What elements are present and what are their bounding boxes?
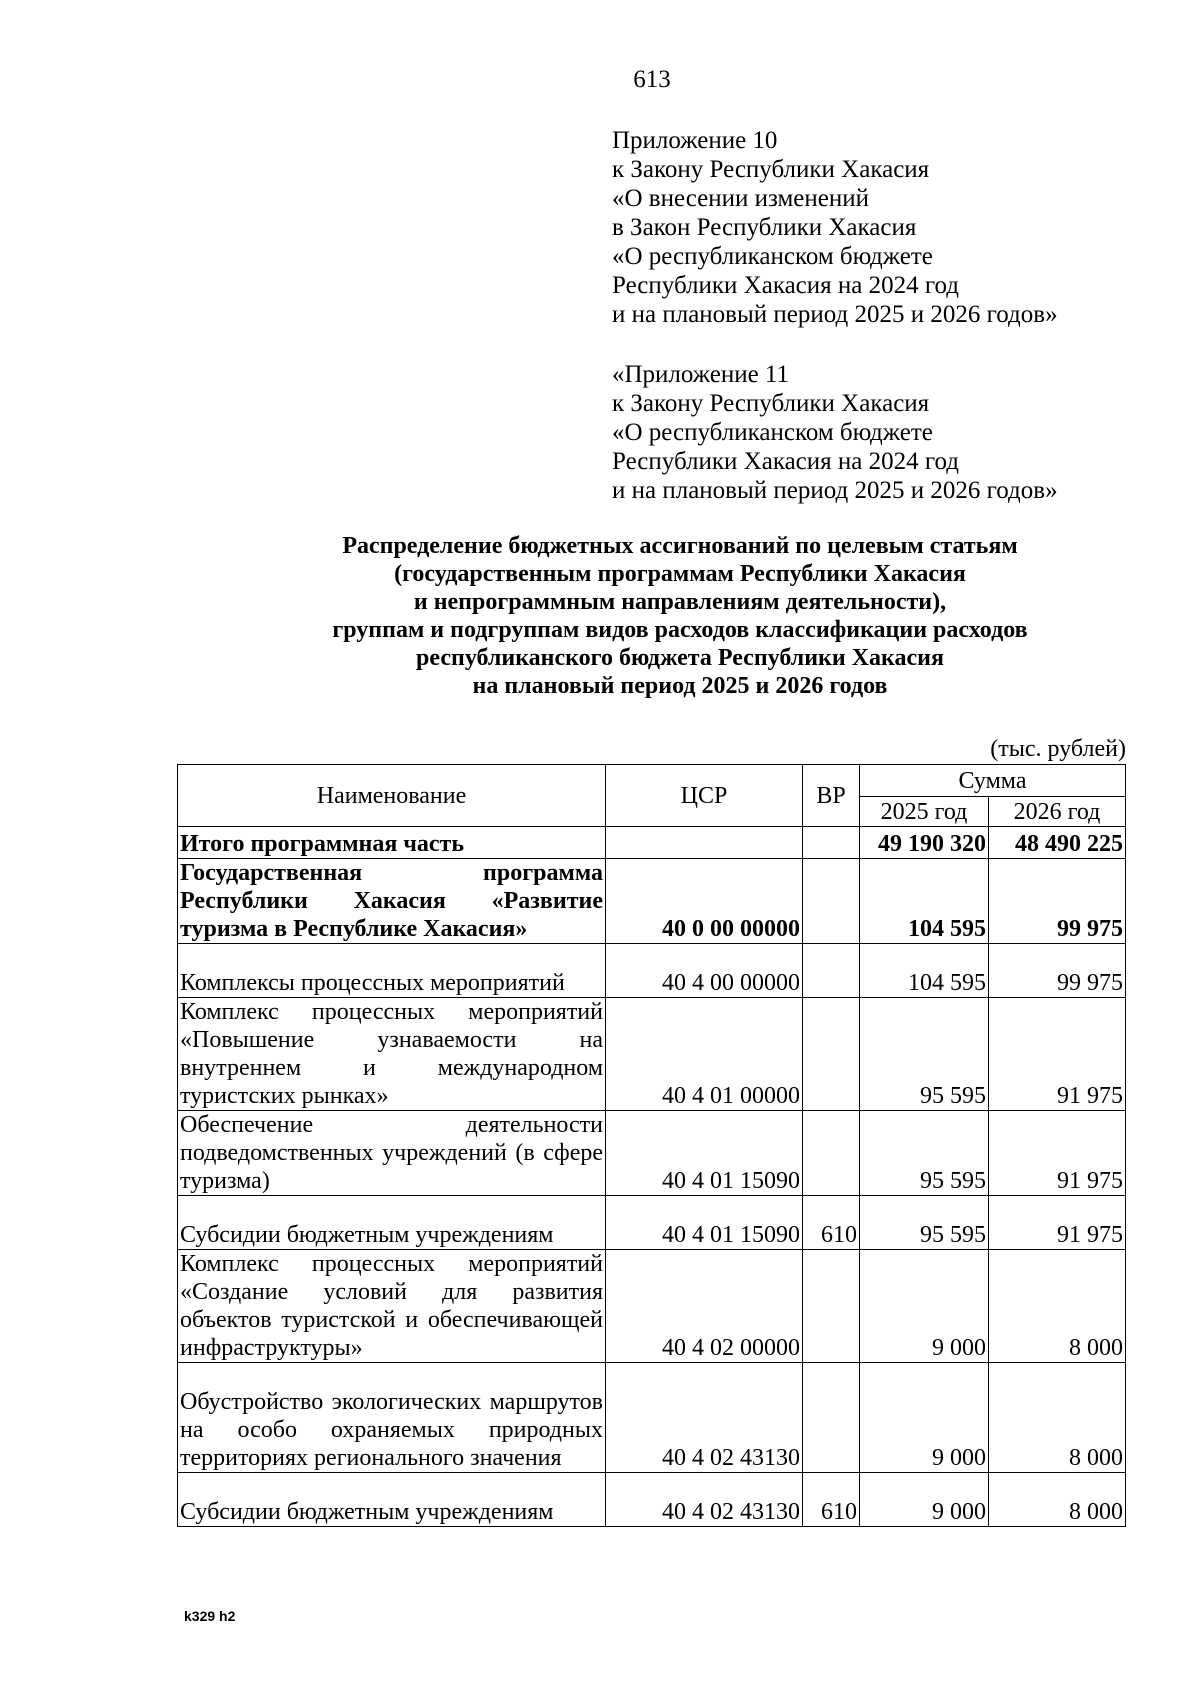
table-row bbox=[178, 1111, 1126, 1196]
row-2025-cell: 95 595 bbox=[860, 1111, 989, 1196]
row-vr-cell bbox=[803, 944, 860, 998]
row-vr-cell bbox=[803, 859, 860, 944]
appendix-11-line: к Закону Республики Хакасия bbox=[612, 390, 930, 417]
row-name-cell: Комплекс процессных мероприятий «Повышение узнаваемости на внутреннем и международном туристских рынках» bbox=[178, 998, 606, 1111]
row-2026-cell: 99 975 bbox=[989, 859, 1126, 944]
appendix-10-block bbox=[612, 126, 1058, 329]
row-vr-cell bbox=[803, 1363, 860, 1473]
row-name-cell: Комплексы процессных мероприятий bbox=[178, 944, 606, 998]
table-row bbox=[178, 859, 1126, 944]
table-row bbox=[178, 827, 1126, 859]
row-csr-cell: 40 4 02 43130 bbox=[606, 1363, 803, 1473]
row-2026-cell: 8 000 bbox=[989, 1250, 1126, 1363]
appendix-10-line: «О внесении изменений bbox=[612, 185, 870, 212]
appendix-10-line: «О республиканском бюджете bbox=[612, 243, 933, 270]
row-vr-cell: 610 bbox=[803, 1196, 860, 1250]
table-row bbox=[178, 1473, 1126, 1527]
row-name-cell: Субсидии бюджетным учреждениям bbox=[178, 1473, 606, 1527]
row-2025-cell: 95 595 bbox=[860, 1196, 989, 1250]
appendix-11-line: Республики Хакасия на 2024 год bbox=[612, 448, 960, 475]
row-2026-cell: 91 975 bbox=[989, 1111, 1126, 1196]
footer-code: k329 h2 bbox=[184, 1608, 236, 1624]
row-csr-cell: 40 0 00 00000 bbox=[606, 859, 803, 944]
header-csr: ЦСР bbox=[606, 765, 803, 827]
header-vr: ВР bbox=[803, 765, 860, 827]
page-number: 613 bbox=[633, 66, 671, 93]
budget-table bbox=[177, 764, 1126, 1527]
row-2026-cell: 91 975 bbox=[989, 998, 1126, 1111]
row-name-cell: Государственная программа Республики Хакасия «Развитие туризма в Республике Хакасия» bbox=[178, 859, 606, 944]
row-name-cell: Комплекс процессных мероприятий «Создание условий для развития объектов туристской и обеспечивающей инфраструктуры» bbox=[178, 1250, 606, 1363]
header-sum: Сумма bbox=[860, 765, 1126, 797]
title-line: группам и подгруппам видов расходов классификации расходов bbox=[332, 617, 1028, 643]
title-line: и непрограммным направлениям деятельности), bbox=[413, 589, 947, 615]
table-row bbox=[178, 998, 1126, 1111]
table-row bbox=[178, 1363, 1126, 1473]
title-line: Распределение бюджетных ассигнований по целевым статьям bbox=[342, 533, 1018, 559]
row-name-cell: Обеспечение деятельности подведомственных учреждений (в сфере туризма) bbox=[178, 1111, 606, 1196]
appendix-10-line: Приложение 10 bbox=[612, 127, 778, 154]
appendix-11-block bbox=[612, 360, 1058, 505]
row-2025-cell: 9 000 bbox=[860, 1363, 989, 1473]
row-2026-cell: 8 000 bbox=[989, 1473, 1126, 1527]
appendix-10-line: к Закону Республики Хакасия bbox=[612, 156, 930, 183]
row-csr-cell: 40 4 02 43130 bbox=[606, 1473, 803, 1527]
row-vr-cell bbox=[803, 827, 860, 859]
appendix-11-line: «Приложение 11 bbox=[612, 361, 790, 388]
table-body bbox=[178, 827, 1126, 1527]
row-2026-cell: 48 490 225 bbox=[989, 827, 1126, 859]
table-row bbox=[178, 944, 1126, 998]
row-vr-cell: 610 bbox=[803, 1473, 860, 1527]
title-line: республиканского бюджета Республики Хакасия bbox=[416, 645, 944, 671]
row-2026-cell: 8 000 bbox=[989, 1363, 1126, 1473]
table-row bbox=[178, 1250, 1126, 1363]
row-vr-cell bbox=[803, 1250, 860, 1363]
row-2026-cell: 99 975 bbox=[989, 944, 1126, 998]
title-line: на плановый период 2025 и 2026 годов bbox=[472, 673, 888, 699]
row-2025-cell: 104 595 bbox=[860, 944, 989, 998]
row-name-cell: Обустройство экологических маршрутов на особо охраняемых природных территориях регионального значения bbox=[178, 1363, 606, 1473]
row-name-cell: Итого программная часть bbox=[178, 827, 606, 859]
document-title bbox=[180, 532, 1180, 700]
row-csr-cell: 40 4 02 00000 bbox=[606, 1250, 803, 1363]
row-csr-cell: 40 4 01 00000 bbox=[606, 998, 803, 1111]
appendix-10-line: и на плановый период 2025 и 2026 годов» bbox=[612, 301, 1058, 328]
appendix-11-line: «О республиканском бюджете bbox=[612, 419, 933, 446]
header-name: Наименование bbox=[178, 765, 606, 827]
row-2025-cell: 95 595 bbox=[860, 998, 989, 1111]
row-2025-cell: 9 000 bbox=[860, 1250, 989, 1363]
row-csr-cell: 40 4 01 15090 bbox=[606, 1196, 803, 1250]
header-2026: 2026 год bbox=[989, 797, 1126, 827]
header-2025: 2025 год bbox=[860, 797, 989, 827]
row-vr-cell bbox=[803, 1111, 860, 1196]
title-line: (государственным программам Республики Хакасия bbox=[394, 561, 966, 587]
row-2025-cell: 9 000 bbox=[860, 1473, 989, 1527]
units-label: (тыс. рублей) bbox=[990, 736, 1126, 762]
appendix-11-line: и на плановый период 2025 и 2026 годов» bbox=[612, 477, 1058, 504]
row-vr-cell bbox=[803, 998, 860, 1111]
row-2025-cell: 104 595 bbox=[860, 859, 989, 944]
row-2025-cell: 49 190 320 bbox=[860, 827, 989, 859]
row-2026-cell: 91 975 bbox=[989, 1196, 1126, 1250]
row-name-cell: Субсидии бюджетным учреждениям bbox=[178, 1196, 606, 1250]
row-csr-cell: 40 4 01 15090 bbox=[606, 1111, 803, 1196]
row-csr-cell bbox=[606, 827, 803, 859]
row-csr-cell: 40 4 00 00000 bbox=[606, 944, 803, 998]
appendix-10-line: в Закон Республики Хакасия bbox=[612, 214, 917, 241]
table-row bbox=[178, 1196, 1126, 1250]
appendix-10-line: Республики Хакасия на 2024 год bbox=[612, 272, 960, 299]
